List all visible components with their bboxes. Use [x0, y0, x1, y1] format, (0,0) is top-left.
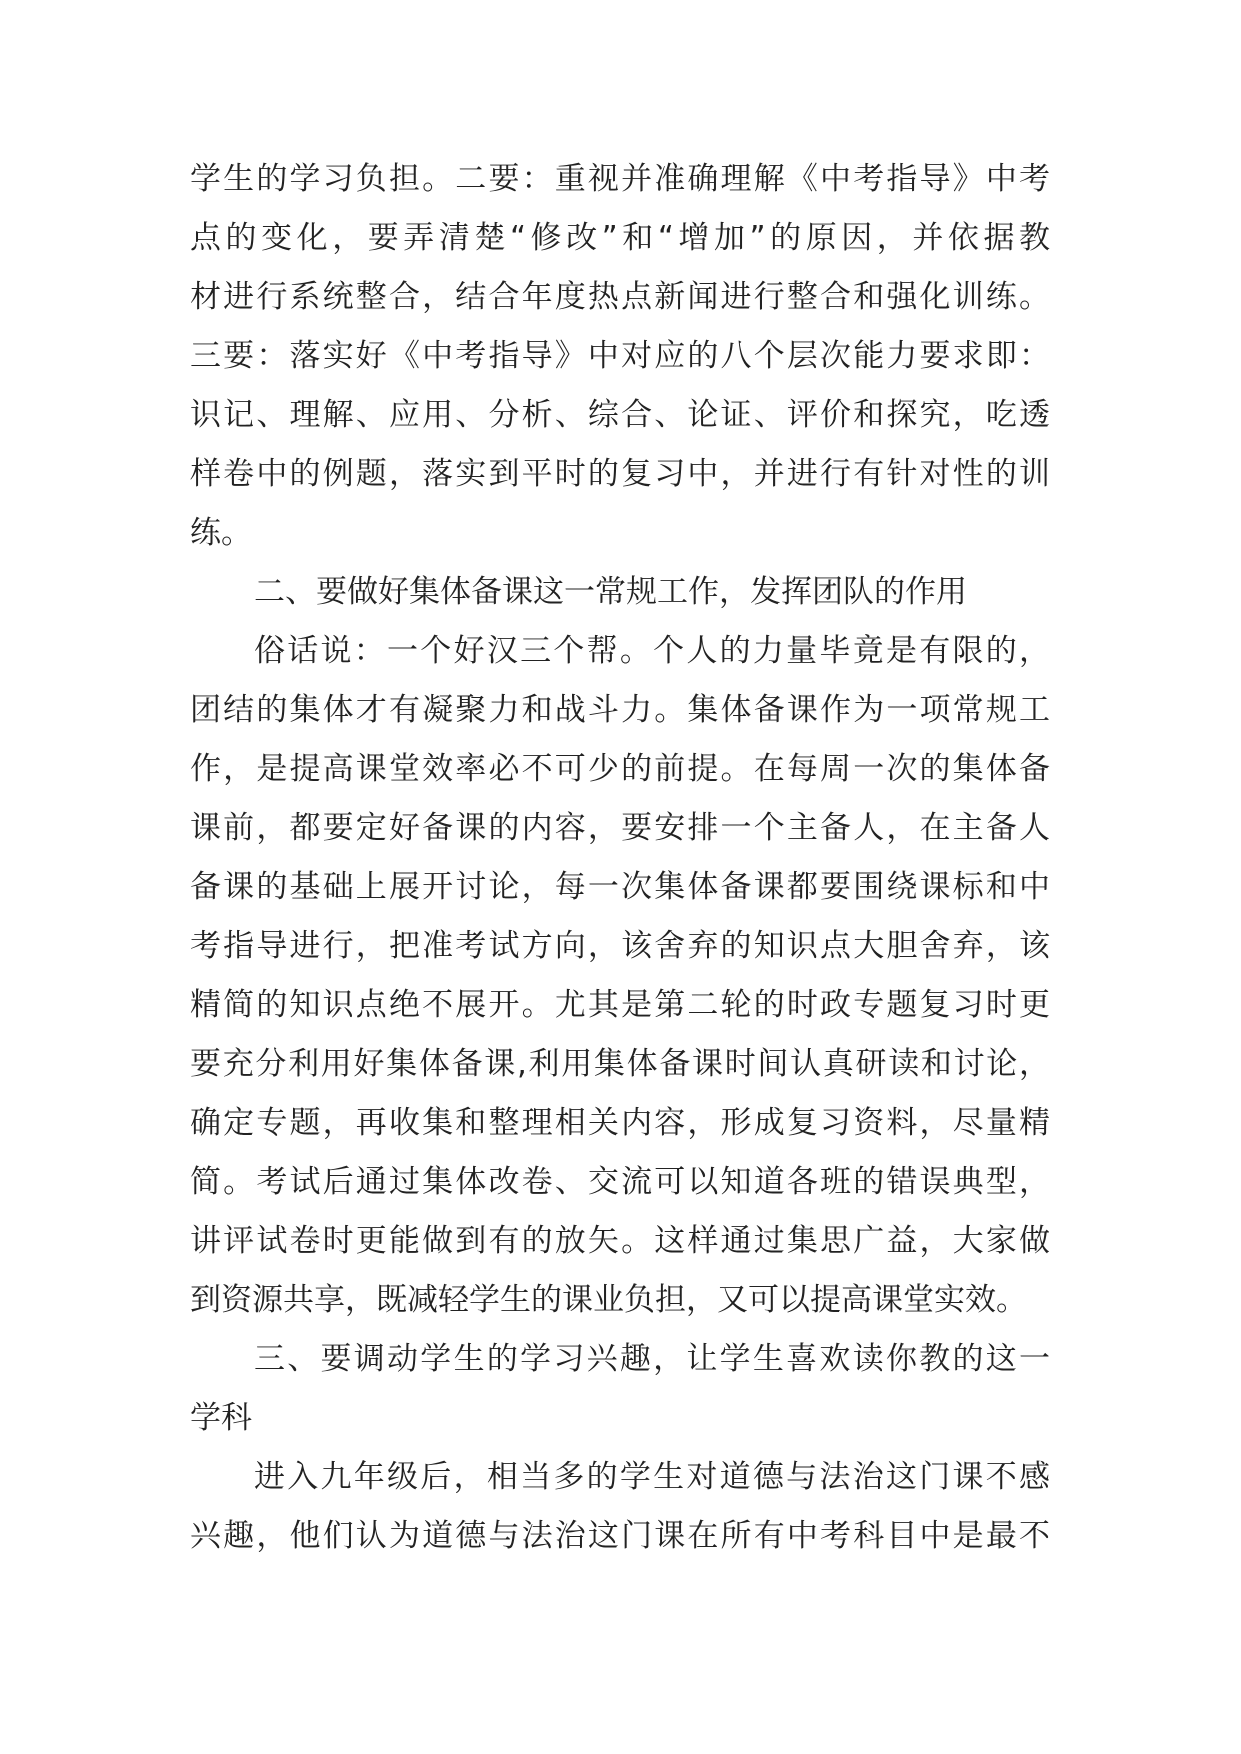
text-line: 识记、理解、应用、分析、综合、论证、评价和探究，吃透	[190, 397, 1050, 433]
text-line: 兴趣，他们认为道德与法治这门课在所有中考科目中是最不	[190, 1518, 1050, 1554]
paragraph-first-line: 俗话说：一个好汉三个帮。个人的力量毕竟是有限的，	[254, 633, 1050, 669]
text-line: 简。考试后通过集体改卷、交流可以知道各班的错误典型，	[190, 1164, 1050, 1200]
text-line: 要充分利用好集体备课,利用集体备课时间认真研读和讨论，	[190, 1046, 1050, 1082]
document-body	[190, 150, 1050, 1566]
text-line: 材进行系统整合，结合年度热点新闻进行整合和强化训练。	[190, 279, 1050, 315]
text-line: 考指导进行，把准考试方向，该舍弃的知识点大胆舍弃，该	[190, 928, 1050, 964]
paragraph-first-line: 进入九年级后，相当多的学生对道德与法治这门课不感	[254, 1459, 1050, 1495]
text-line: 确定专题，再收集和整理相关内容，形成复习资料，尽量精	[190, 1105, 1050, 1141]
text-line: 备课的基础上展开讨论，每一次集体备课都要围绕课标和中	[190, 869, 1050, 905]
text-line: 点的变化，要弄清楚“修改”和“增加”的原因，并依据教	[190, 220, 1050, 256]
text-line: 精简的知识点绝不展开。尤其是第二轮的时政专题复习时更	[190, 987, 1050, 1023]
text-line: 到资源共享，既减轻学生的课业负担，又可以提高课堂实效。	[190, 1282, 1027, 1318]
text-line: 作，是提高课堂效率必不可少的前提。在每周一次的集体备	[190, 751, 1050, 787]
text-line: 三要：落实好《中考指导》中对应的八个层次能力要求即：	[190, 338, 1050, 374]
text-line: 样卷中的例题，落实到平时的复习中，并进行有针对性的训	[190, 456, 1050, 492]
text-line: 讲评试卷时更能做到有的放矢。这样通过集思广益，大家做	[190, 1223, 1050, 1259]
section-heading-continued: 学科	[190, 1400, 252, 1436]
text-line: 学生的学习负担。二要：重视并准确理解《中考指导》中考	[190, 161, 1050, 197]
text-line: 团结的集体才有凝聚力和战斗力。集体备课作为一项常规工	[190, 692, 1050, 728]
section-heading: 二、要做好集体备课这一常规工作，发挥团队的作用	[254, 574, 967, 610]
text-line: 课前，都要定好备课的内容，要安排一个主备人，在主备人	[190, 810, 1050, 846]
section-heading: 三、要调动学生的学习兴趣，让学生喜欢读你教的这一	[254, 1341, 1050, 1377]
text-line: 练。	[190, 515, 252, 551]
